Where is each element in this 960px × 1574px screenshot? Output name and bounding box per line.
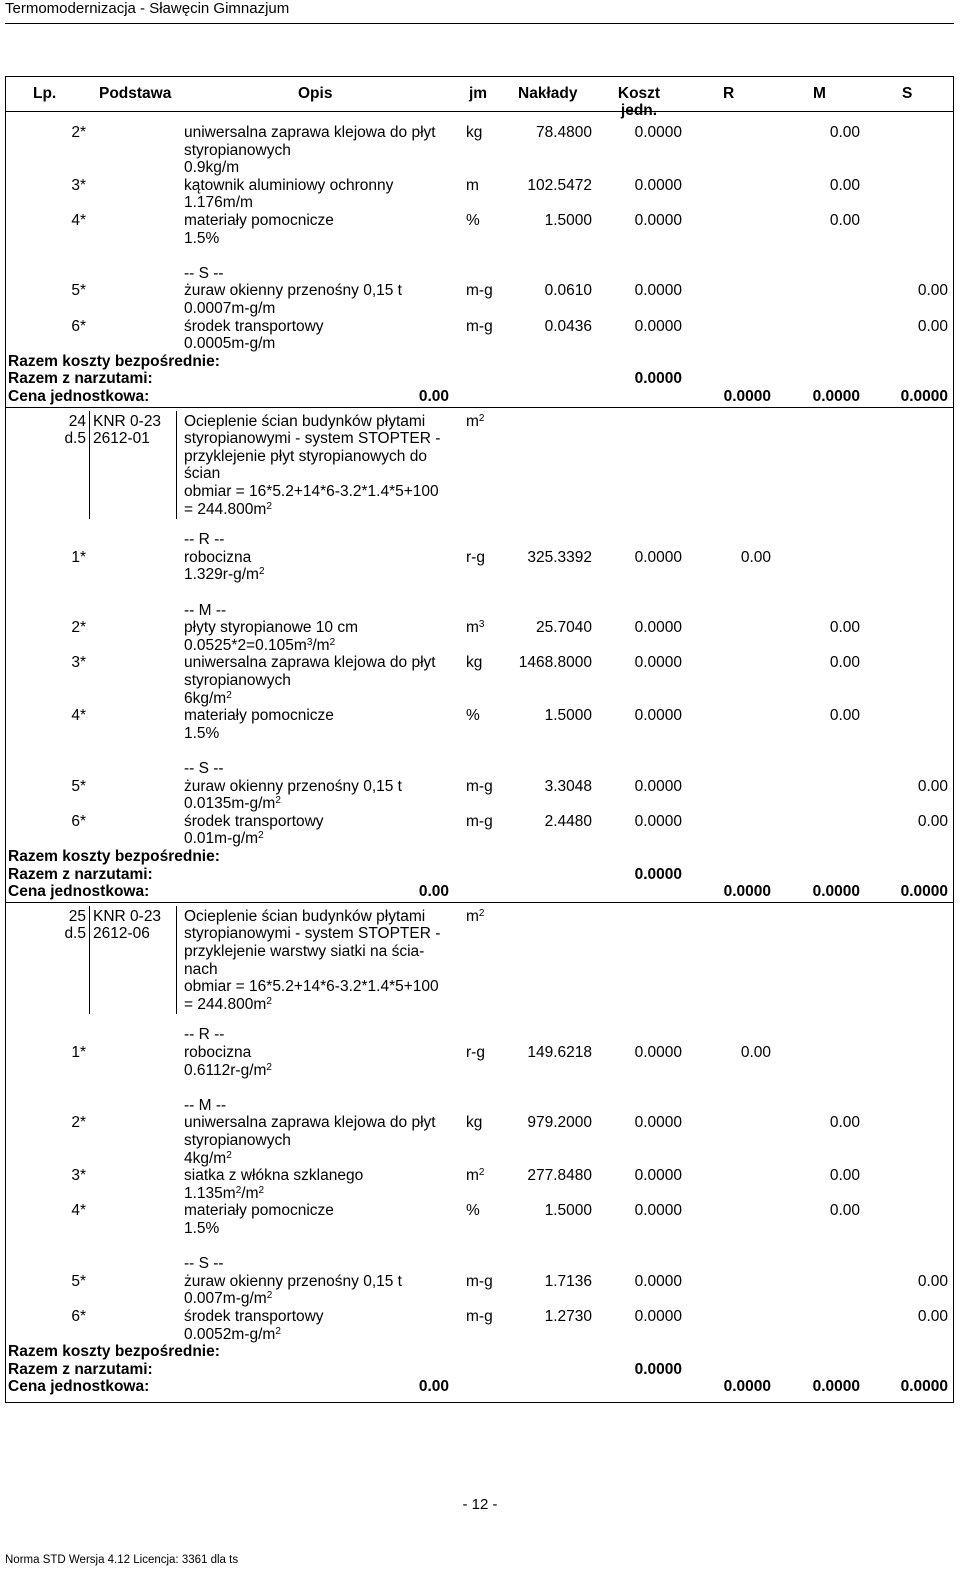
resource-description: środek transportowy [184,317,324,335]
summary-with-overheads: Razem z narzutami: [8,370,153,388]
position-description: obmiar = 16*5.2+14*6-3.2*1.4*5+100 [184,483,439,500]
resource-description: $0.0135m-g/m^2$ [184,795,281,813]
resource-unit: kg [466,654,483,672]
resource-m-value: 0.00 [829,654,860,672]
summary-r-total: 0.0000 [723,388,771,405]
resource-description: 0.0007m-g/m [184,300,276,317]
row-number: 2* [71,1114,86,1132]
resource-unit-cost: 0.0000 [634,1202,682,1220]
resource-quantity: 1.5000 [544,1202,592,1220]
resource-description: robocizna [184,1044,252,1061]
position-number: 24 [68,412,86,430]
resource-description: 1.5% [184,1220,220,1237]
row-number: 1* [71,1044,86,1061]
resource-s-value: 0.00 [917,1272,948,1290]
resource-quantity: 3.3048 [544,777,592,795]
resource-description: siatka z włókna szklanego [184,1167,364,1185]
resource-quantity: 25.7040 [535,619,592,637]
resource-description: styropianowych [184,141,291,159]
section-divider [5,902,954,903]
row-number: 3* [71,654,86,672]
resource-quantity: 1.7136 [544,1272,592,1290]
resource-unit-cost: 0.0000 [634,812,682,830]
resource-s-value: 0.00 [917,282,948,300]
resource-quantity: 102.5472 [527,176,592,194]
row-number: 6* [71,317,86,335]
resource-m-value: 0.00 [829,1114,860,1132]
summary-direct-costs: Razem koszty bezpośrednie: [8,848,220,865]
summary-unit-price-label: Cena jednostkowa: [8,883,150,901]
summary-overheads-value: 0.0000 [634,865,682,883]
resource-group-label: -- S -- [184,264,224,282]
summary-overheads-value: 0.0000 [634,370,682,388]
position-description: = $244.800m^2$ [184,500,272,518]
summary-overheads-value: 0.0000 [634,1360,682,1378]
resource-quantity: 149.6218 [527,1044,592,1061]
resource-group-label: -- R -- [184,1026,225,1044]
resource-description: materiały pomocnicze [184,212,334,229]
summary-direct-costs: Razem koszty bezpośrednie: [8,1343,220,1361]
cell-divider [176,411,177,520]
resource-quantity: 1.5000 [544,212,592,229]
resource-quantity: 0.0610 [544,282,592,300]
row-number: 2* [71,124,86,141]
resource-unit: $m^3$ [466,619,485,637]
resource-description: $1.329r-g/m^2$ [184,566,265,584]
resource-unit-cost: 0.0000 [634,654,682,672]
footer-text: Norma STD Wersja 4.12 Licencja: 3361 dla ts [5,1554,239,1566]
summary-unit-price-value: 0.00 [418,883,449,901]
summary-m-total: 0.0000 [812,1378,860,1396]
row-number: 3* [71,176,86,194]
col-header-opis: Opis [298,85,333,102]
resource-description: $4kg/m^2$ [184,1149,232,1167]
resource-description: $6kg/m^2$ [184,689,232,707]
resource-description: $0.01m-g/m^2$ [184,830,264,848]
resource-unit-cost: 0.0000 [634,317,682,335]
resource-quantity: 979.2000 [527,1114,592,1132]
resource-unit: m-g [466,1272,493,1290]
summary-s-total: 0.0000 [900,388,948,405]
summary-unit-price-value: 0.00 [418,1378,449,1396]
resource-unit-cost: 0.0000 [634,212,682,229]
summary-m-total: 0.0000 [812,388,860,405]
resource-m-value: 0.00 [829,212,860,229]
document-title: Termomodernizacja - Sławęcin Gimnazjum [5,0,290,17]
cell-divider [89,411,90,520]
resource-unit: % [466,1202,480,1220]
resource-unit-cost: 0.0000 [634,619,682,637]
resource-description: uniwersalna zaprawa klejowa do płyt [184,124,436,141]
section-divider [5,407,954,408]
resource-description: $0.007m-g/m^2$ [184,1290,273,1308]
resource-unit-cost: 0.0000 [634,176,682,194]
table-header-divider [5,111,954,112]
position-unit: $m^2$ [466,907,485,925]
row-number: 4* [71,212,86,229]
resource-m-value: 0.00 [829,1202,860,1220]
basis-code: KNR 0-23 [93,907,162,925]
resource-unit: r-g [466,1044,485,1061]
col-header-podstawa: Podstawa [99,85,172,102]
resource-m-value: 0.00 [829,619,860,637]
position-description: przyklejenie płyt styropianowych do [184,447,427,465]
resource-description: materiały pomocnicze [184,1202,334,1220]
resource-r-value: 0.00 [740,548,771,566]
resource-group-label: -- R -- [184,531,225,549]
resource-description: 1.5% [184,229,220,247]
position-description: Ocieplenie ścian budynków płytami [184,412,426,430]
position-number-suffix: d.5 [64,430,86,448]
resource-group-label: -- S -- [184,760,224,777]
position-description: styropianowymi - system STOPTER - [184,925,441,943]
resource-unit: % [466,707,480,725]
row-number: 5* [71,1272,86,1290]
resource-r-value: 0.00 [740,1044,771,1061]
resource-quantity: 2.4480 [544,812,592,830]
resource-quantity: 1468.8000 [518,654,592,672]
resource-description: żuraw okienny przenośny 0,15 t [184,777,402,795]
resource-quantity: 0.0436 [544,317,592,335]
header-divider [5,23,954,24]
resource-s-value: 0.00 [917,777,948,795]
resource-unit-cost: 0.0000 [634,1167,682,1185]
summary-s-total: 0.0000 [900,883,948,901]
resource-group-label: -- M -- [184,601,227,619]
position-description: ścian [184,465,221,483]
position-description: obmiar = 16*5.2+14*6-3.2*1.4*5+100 [184,978,439,996]
row-number: 5* [71,777,86,795]
col-header-naklady: Nakłady [518,85,578,102]
cell-divider [176,906,177,1015]
resource-s-value: 0.00 [917,1308,948,1325]
summary-m-total: 0.0000 [812,883,860,901]
resource-quantity: 1.2730 [544,1308,592,1325]
resource-unit-cost: 0.0000 [634,1272,682,1290]
summary-direct-costs: Razem koszty bezpośrednie: [8,352,220,370]
summary-s-total: 0.0000 [900,1378,948,1396]
position-number: 25 [68,907,86,925]
resource-m-value: 0.00 [829,124,860,141]
summary-with-overheads: Razem z narzutami: [8,865,153,883]
summary-r-total: 0.0000 [723,883,771,901]
resource-description: uniwersalna zaprawa klejowa do płyt [184,654,436,672]
position-description: nach [184,960,218,978]
resource-unit: m-g [466,1308,493,1325]
basis-code-number: 2612-06 [93,925,150,943]
resource-unit: % [466,212,480,229]
resource-unit-cost: 0.0000 [634,1308,682,1325]
resource-unit-cost: 0.0000 [634,124,682,141]
resource-unit: $m^2$ [466,1167,485,1185]
resource-unit: m-g [466,812,493,830]
resource-quantity: 277.8480 [527,1167,592,1185]
resource-description: $0.6112r-g/m^2$ [184,1061,272,1079]
summary-with-overheads: Razem z narzutami: [8,1360,153,1378]
resource-description: płyty styropianowe 10 cm [184,619,359,637]
summary-r-total: 0.0000 [723,1378,771,1396]
resource-description: 0.0005m-g/m [184,335,276,353]
resource-description: styropianowych [184,672,291,689]
resource-quantity: 325.3392 [527,548,592,566]
summary-unit-price-label: Cena jednostkowa: [8,388,150,405]
col-header-r: R [723,85,735,102]
resource-description: środek transportowy [184,812,324,830]
row-number: 6* [71,1308,86,1325]
resource-description: $0.0052m-g/m^2$ [184,1325,281,1343]
resource-unit: m-g [466,777,493,795]
resource-m-value: 0.00 [829,176,860,194]
position-description: przyklejenie warstwy siatki na ścia- [184,943,425,960]
resource-unit: m-g [466,282,493,300]
resource-description: 1.176m/m [184,194,253,212]
row-number: 5* [71,282,86,300]
resource-unit: kg [466,1114,483,1132]
resource-description: żuraw okienny przenośny 0,15 t [184,282,402,300]
row-number: 3* [71,1167,86,1185]
cell-divider [89,906,90,1015]
summary-unit-price-value: 0.00 [418,388,449,405]
col-header-m: M [813,85,826,102]
resource-unit: kg [466,124,483,141]
resource-m-value: 0.00 [829,707,860,725]
resource-description: kątownik aluminiowy ochronny [184,176,394,194]
resource-description: żuraw okienny przenośny 0,15 t [184,1272,402,1290]
basis-code-number: 2612-01 [93,430,150,448]
position-number-suffix: d.5 [64,925,86,943]
resource-unit-cost: 0.0000 [634,707,682,725]
resource-description: materiały pomocnicze [184,707,334,725]
resource-description: uniwersalna zaprawa klejowa do płyt [184,1114,436,1132]
position-description: styropianowymi - system STOPTER - [184,430,441,448]
resource-description: 0.9kg/m [184,159,240,177]
resource-s-value: 0.00 [917,812,948,830]
row-number: 1* [71,548,86,566]
resource-quantity: 1.5000 [544,707,592,725]
position-description: = $244.800m^2$ [184,995,272,1013]
col-header-koszt-jedn: jedn. [620,102,658,119]
row-number: 4* [71,707,86,725]
page-number: - 12 - [462,1496,498,1513]
position-unit: $m^2$ [466,412,485,430]
col-header-s: S [902,85,913,102]
resource-unit-cost: 0.0000 [634,1044,682,1061]
resource-description: robocizna [184,548,252,566]
resource-unit-cost: 0.0000 [634,1114,682,1132]
resource-group-label: -- M -- [184,1096,227,1114]
resource-quantity: 78.4800 [535,124,592,141]
row-number: 4* [71,1202,86,1220]
resource-unit-cost: 0.0000 [634,777,682,795]
resource-group-label: -- S -- [184,1255,224,1273]
resource-unit: r-g [466,548,485,566]
resource-description: $0.0525*2=0.105m^3/m^2$ [184,636,336,654]
summary-unit-price-label: Cena jednostkowa: [8,1378,150,1396]
resource-unit-cost: 0.0000 [634,548,682,566]
col-header-jm: jm [469,85,488,102]
row-number: 6* [71,812,86,830]
resource-description: 1.5% [184,724,220,742]
resource-description: środek transportowy [184,1308,324,1325]
col-header-koszt: Koszt [617,85,661,102]
row-number: 2* [71,619,86,637]
resource-unit-cost: 0.0000 [634,282,682,300]
resource-description: styropianowych [184,1132,291,1149]
resource-unit: m [466,176,479,194]
resource-unit: m-g [466,317,493,335]
col-header-lp: Lp. [33,85,57,102]
resource-s-value: 0.00 [917,317,948,335]
position-description: Ocieplenie ścian budynków płytami [184,907,426,925]
basis-code: KNR 0-23 [93,412,162,430]
resource-description: $1.135m^2/m^2$ [184,1184,265,1202]
resource-m-value: 0.00 [829,1167,860,1185]
